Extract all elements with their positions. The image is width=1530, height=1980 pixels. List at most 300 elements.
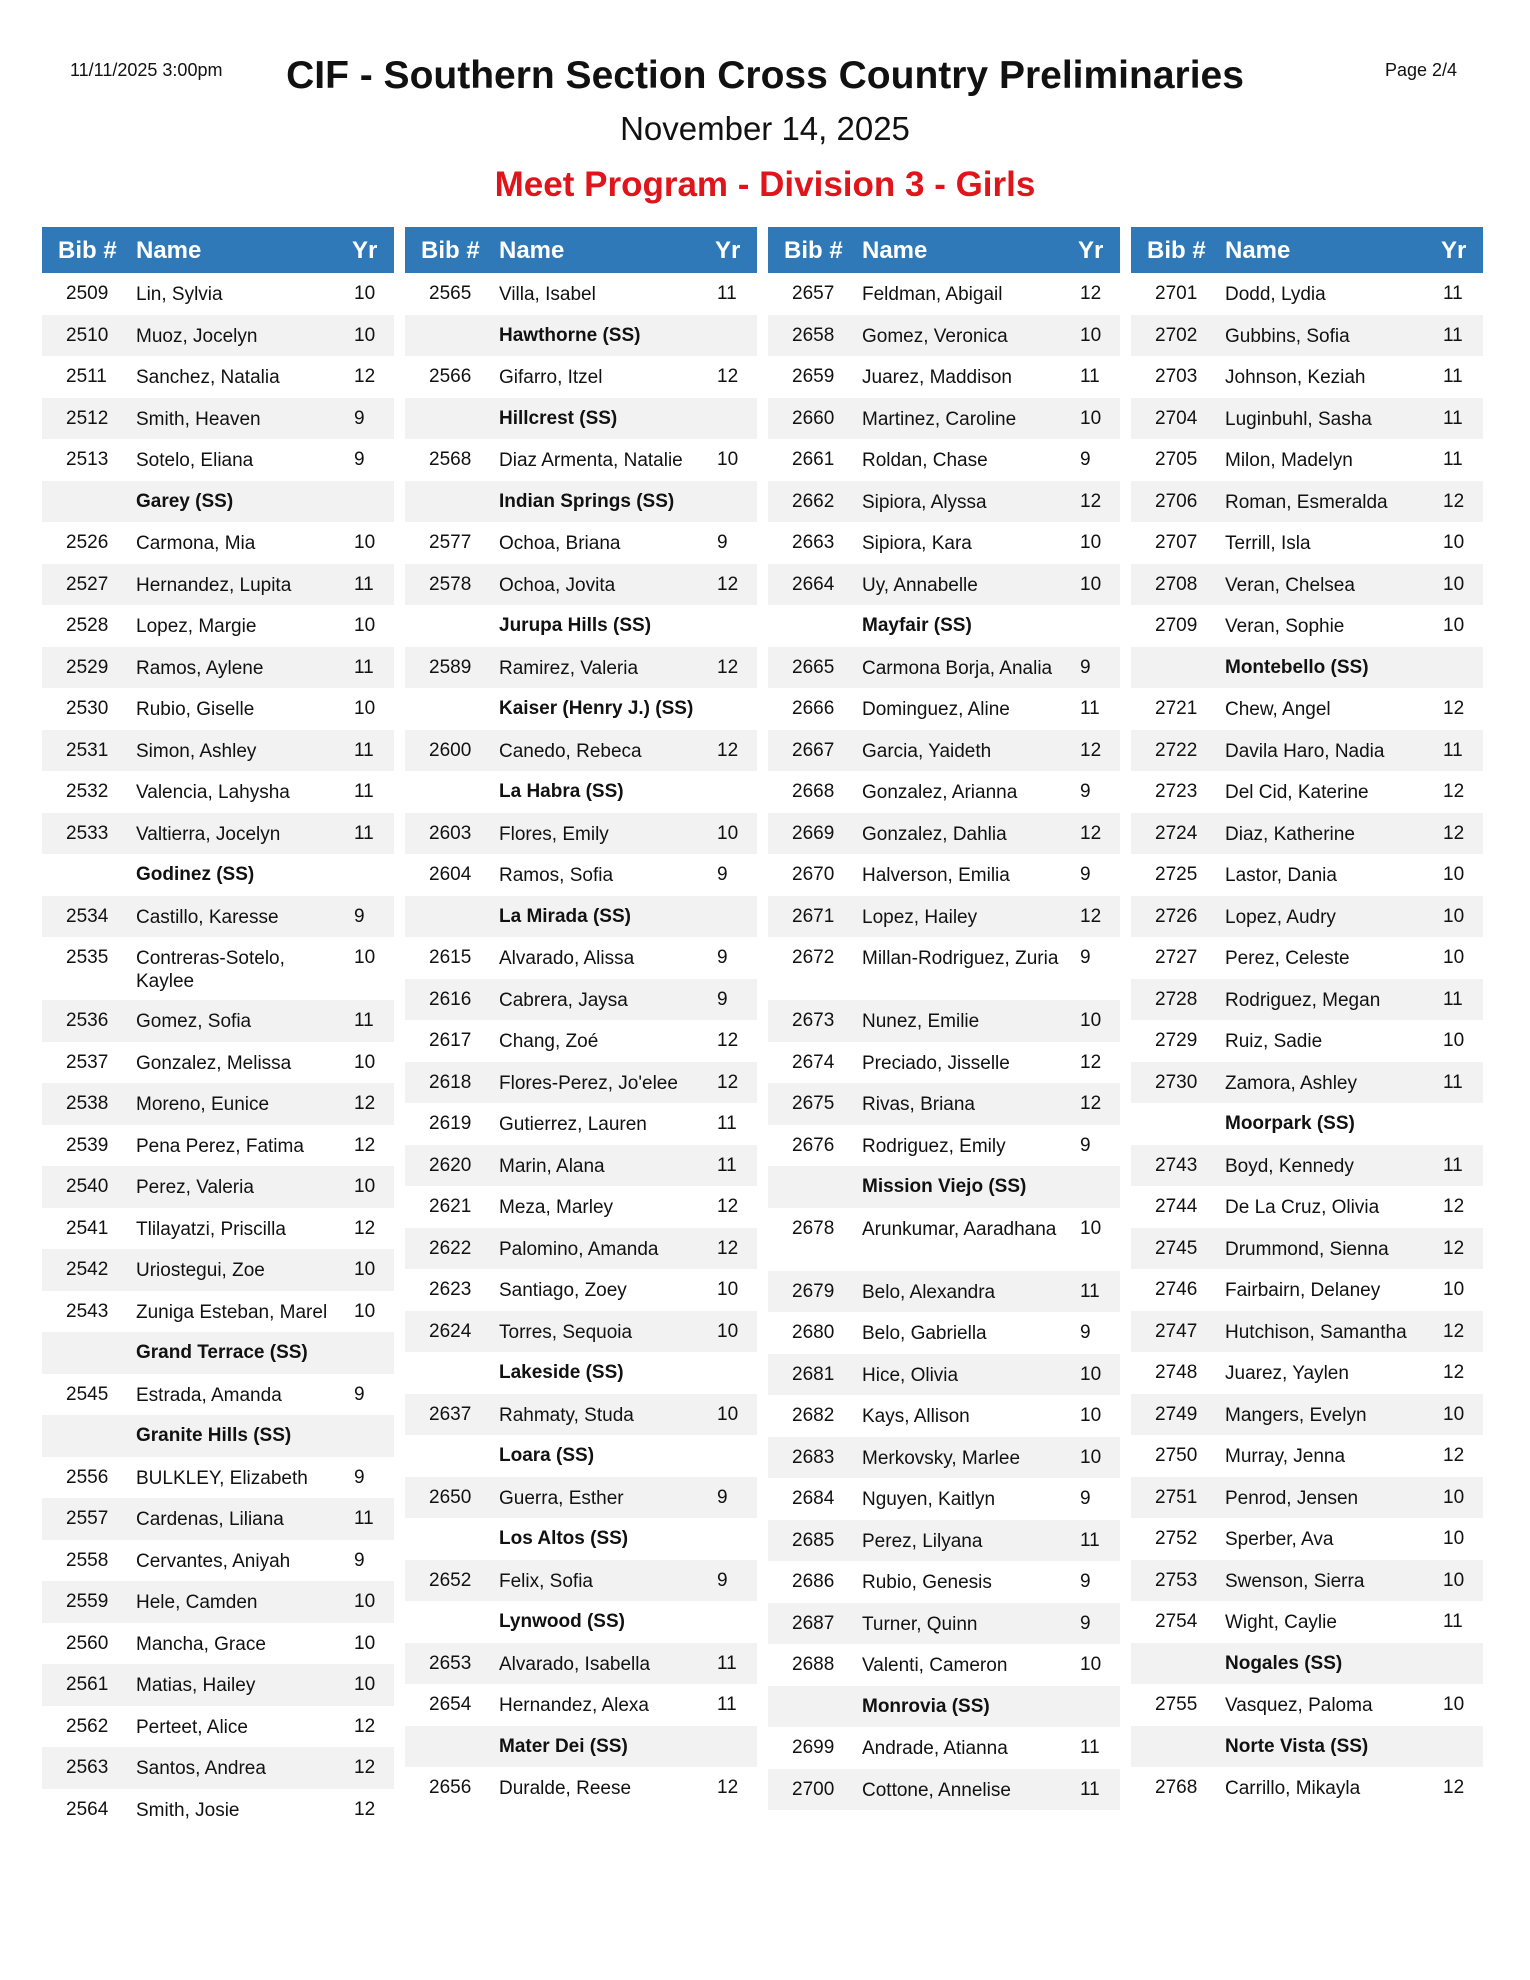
athlete-name: Perez, Celeste xyxy=(1225,948,1350,969)
athlete-name: Rodriguez, Megan xyxy=(1225,989,1381,1011)
athlete-name: Lopez, Margie xyxy=(136,616,257,637)
team-name: Moorpark (SS) xyxy=(1225,1113,1355,1134)
athlete-row xyxy=(42,1789,394,1831)
athlete-name: Feldman, Abigail xyxy=(862,284,1003,305)
athlete-row xyxy=(768,1478,1120,1520)
athlete-row xyxy=(405,564,757,606)
athlete-name: Juarez, Maddison xyxy=(862,367,1012,388)
grade-year: 10 xyxy=(1443,1694,1465,1715)
grade-year: 11 xyxy=(1443,283,1463,304)
grade-year: 12 xyxy=(1080,283,1102,304)
grade-year: 10 xyxy=(354,1674,376,1695)
grade-year: 10 xyxy=(354,1591,376,1612)
bib-number: 2530 xyxy=(66,698,109,719)
athlete-name: Veran, Sophie xyxy=(1225,616,1345,637)
athlete-name: Gubbins, Sofia xyxy=(1225,325,1350,347)
athlete-row xyxy=(768,564,1120,606)
grade-year: 10 xyxy=(354,324,376,346)
athlete-row xyxy=(42,356,394,398)
athlete-name: Duralde, Reese xyxy=(499,1778,632,1799)
grade-year: 12 xyxy=(717,1196,739,1217)
team-heading-row xyxy=(42,481,394,523)
bib-number: 2527 xyxy=(66,573,109,595)
athlete-name: Swenson, Sierra xyxy=(1225,1570,1365,1592)
grade-year: 12 xyxy=(1080,905,1102,927)
grade-year: 12 xyxy=(354,366,376,387)
bib-number: 2568 xyxy=(429,449,472,470)
athlete-row xyxy=(768,688,1120,730)
bib-number: 2752 xyxy=(1155,1528,1198,1549)
athlete-name: Hernandez, Lupita xyxy=(136,574,292,596)
team-heading-row xyxy=(405,1518,757,1560)
grade-year: 9 xyxy=(354,407,365,429)
grade-year: 12 xyxy=(1080,1051,1102,1073)
athlete-name: Millan-Rodriguez, Zuria xyxy=(862,948,1059,969)
athlete-name: Tlilayatzi, Priscilla xyxy=(136,1218,286,1240)
grade-year: 12 xyxy=(354,1134,376,1156)
athlete-row xyxy=(42,1083,394,1125)
athlete-row xyxy=(1131,730,1483,772)
grade-year: 12 xyxy=(1080,1093,1102,1114)
athlete-row xyxy=(1131,315,1483,357)
grade-year: 9 xyxy=(1080,864,1091,885)
athlete-name: Simon, Ashley xyxy=(136,740,257,762)
bib-number: 2562 xyxy=(66,1715,109,1737)
athlete-row xyxy=(768,1042,1120,1084)
athlete-name: Hele, Camden xyxy=(136,1592,258,1613)
athlete-row xyxy=(1131,1684,1483,1726)
athlete-name: Meza, Marley xyxy=(499,1197,614,1218)
athlete-name: Santos, Andrea xyxy=(136,1758,266,1779)
athlete-row xyxy=(405,813,757,855)
athlete-row xyxy=(768,937,1120,1000)
bib-number: 2556 xyxy=(66,1466,109,1488)
athlete-row xyxy=(1131,605,1483,647)
athlete-row xyxy=(1131,522,1483,564)
grade-year: 10 xyxy=(354,947,376,968)
athlete-row xyxy=(768,1769,1120,1811)
athlete-row xyxy=(768,1083,1120,1125)
athlete-row xyxy=(405,273,757,315)
grade-year: 10 xyxy=(1080,1010,1102,1031)
column-header-bib: Bib # xyxy=(421,237,480,264)
bib-number: 2676 xyxy=(792,1134,835,1156)
athlete-name: Fairbairn, Delaney xyxy=(1225,1280,1381,1301)
grade-year: 9 xyxy=(354,1383,365,1405)
bib-number: 2654 xyxy=(429,1694,472,1715)
team-name: La Mirada (SS) xyxy=(499,905,631,927)
athlete-row xyxy=(42,522,394,564)
grade-year: 12 xyxy=(354,1715,376,1737)
team-heading-row xyxy=(405,1601,757,1643)
team-name: Hillcrest (SS) xyxy=(499,407,618,429)
athlete-name: Zamora, Ashley xyxy=(1225,1072,1357,1094)
athlete-name: Ramos, Aylene xyxy=(136,657,264,679)
athlete-name: Dodd, Lydia xyxy=(1225,284,1326,305)
bib-number: 2615 xyxy=(429,947,472,968)
athlete-name: Mancha, Grace xyxy=(136,1633,266,1655)
athlete-name: Boyd, Kennedy xyxy=(1225,1155,1354,1177)
grade-year: 11 xyxy=(354,573,374,595)
grade-year: 10 xyxy=(354,698,376,719)
team-name: Mater Dei (SS) xyxy=(499,1735,628,1757)
bib-number: 2603 xyxy=(429,822,472,844)
team-name: La Habra (SS) xyxy=(499,781,624,802)
bib-number: 2566 xyxy=(429,366,472,387)
grade-year: 9 xyxy=(1080,1612,1091,1634)
team-name: Norte Vista (SS) xyxy=(1225,1735,1369,1757)
grade-year: 11 xyxy=(1080,1778,1100,1800)
team-heading-row xyxy=(42,1332,394,1374)
team-heading-row xyxy=(768,1166,1120,1208)
meet-title: CIF - Southern Section Cross Country Preliminaries xyxy=(286,54,1244,97)
athlete-name: Terrill, Isla xyxy=(1225,533,1311,554)
athlete-name: Marin, Alana xyxy=(499,1155,605,1177)
bib-number: 2688 xyxy=(792,1654,835,1675)
athlete-row xyxy=(42,1623,394,1665)
bib-number: 2538 xyxy=(66,1093,109,1114)
bib-number: 2726 xyxy=(1155,905,1198,927)
bib-number: 2622 xyxy=(429,1237,472,1259)
athlete-row xyxy=(768,1000,1120,1042)
bib-number: 2683 xyxy=(792,1446,835,1468)
athlete-row xyxy=(768,481,1120,523)
program-subtitle: Meet Program - Division 3 - Girls xyxy=(494,165,1036,204)
roster-column xyxy=(42,227,394,1830)
athlete-row xyxy=(768,522,1120,564)
athlete-name: Rubio, Giselle xyxy=(136,699,255,720)
grade-year: 10 xyxy=(354,532,376,553)
athlete-row xyxy=(405,356,757,398)
athlete-name: Torres, Sequoia xyxy=(499,1321,633,1343)
athlete-name: Davila Haro, Nadia xyxy=(1225,740,1385,762)
athlete-name: Gomez, Sofia xyxy=(136,1011,252,1032)
athlete-row xyxy=(1131,1352,1483,1394)
bib-number: 2589 xyxy=(429,656,472,678)
team-heading-row xyxy=(405,1726,757,1768)
grade-year: 12 xyxy=(717,739,739,761)
athlete-name: Luginbuhl, Sasha xyxy=(1225,408,1372,430)
team-name: Garey (SS) xyxy=(136,490,234,512)
grade-year: 11 xyxy=(1443,1154,1463,1176)
bib-number: 2623 xyxy=(429,1279,472,1300)
bib-number: 2604 xyxy=(429,864,472,885)
bib-number: 2684 xyxy=(792,1488,835,1509)
athlete-name: Guerra, Esther xyxy=(499,1487,624,1509)
grade-year: 10 xyxy=(1080,1363,1102,1385)
bib-number: 2745 xyxy=(1155,1237,1198,1259)
column-header-bib: Bib # xyxy=(784,237,843,264)
athlete-row xyxy=(405,1767,757,1809)
athlete-row xyxy=(768,273,1120,315)
bib-number: 2513 xyxy=(66,449,109,470)
team-heading-row xyxy=(405,315,757,357)
team-name: Jurupa Hills (SS) xyxy=(499,615,652,636)
grade-year: 11 xyxy=(717,1694,737,1715)
athlete-row xyxy=(1131,1145,1483,1187)
bib-number: 2618 xyxy=(429,1071,472,1093)
athlete-row xyxy=(768,1561,1120,1603)
grade-year: 10 xyxy=(1443,1403,1465,1425)
bib-number: 2661 xyxy=(792,449,835,470)
column-header xyxy=(42,227,394,273)
athlete-name: Gutierrez, Lauren xyxy=(499,1114,647,1135)
athlete-row xyxy=(42,1498,394,1540)
athlete-name: Uy, Annabelle xyxy=(862,574,978,596)
athlete-name: Johnson, Keziah xyxy=(1225,367,1366,388)
bib-number: 2600 xyxy=(429,739,472,761)
athlete-name: Perteet, Alice xyxy=(136,1716,248,1738)
bib-number: 2534 xyxy=(66,905,109,927)
team-name: Indian Springs (SS) xyxy=(499,490,675,512)
bib-number: 2728 xyxy=(1155,988,1198,1010)
bib-number: 2729 xyxy=(1155,1030,1198,1051)
bib-number: 2540 xyxy=(66,1176,109,1197)
bib-number: 2668 xyxy=(792,781,835,802)
athlete-row xyxy=(768,1208,1120,1271)
grade-year: 10 xyxy=(354,1300,376,1322)
athlete-name: Valenti, Cameron xyxy=(862,1655,1008,1676)
athlete-row xyxy=(42,1125,394,1167)
athlete-row xyxy=(768,730,1120,772)
athlete-name: Flores, Emily xyxy=(499,823,609,845)
bib-number: 2558 xyxy=(66,1549,109,1571)
grade-year: 10 xyxy=(354,1632,376,1654)
grade-year: 10 xyxy=(354,1176,376,1197)
athlete-name: Santiago, Zoey xyxy=(499,1280,627,1301)
bib-number: 2659 xyxy=(792,366,835,387)
bib-number: 2663 xyxy=(792,532,835,553)
athlete-name: Pena Perez, Fatima xyxy=(136,1135,304,1157)
grade-year: 12 xyxy=(717,1071,739,1093)
athlete-name: Veran, Chelsea xyxy=(1225,574,1355,596)
grade-year: 10 xyxy=(717,449,739,470)
athlete-name: Carmona, Mia xyxy=(136,533,256,554)
grade-year: 12 xyxy=(354,1757,376,1778)
grade-year: 12 xyxy=(717,1777,739,1798)
grade-year: 10 xyxy=(1080,1446,1102,1468)
bib-number: 2674 xyxy=(792,1051,835,1073)
athlete-row xyxy=(42,1291,394,1333)
athlete-row xyxy=(1131,979,1483,1021)
bib-number: 2708 xyxy=(1155,573,1198,595)
bib-number: 2565 xyxy=(429,283,472,304)
team-heading-row xyxy=(405,398,757,440)
athlete-name: Estrada, Amanda xyxy=(136,1384,282,1406)
athlete-name: Cabrera, Jaysa xyxy=(499,989,628,1011)
bib-number: 2657 xyxy=(792,283,835,304)
athlete-row xyxy=(768,647,1120,689)
athlete-row xyxy=(768,1354,1120,1396)
bib-number: 2650 xyxy=(429,1486,472,1508)
team-heading-row xyxy=(405,771,757,813)
team-heading-row xyxy=(768,1686,1120,1728)
athlete-row xyxy=(42,1042,394,1084)
grade-year: 11 xyxy=(354,739,374,761)
team-heading-row xyxy=(42,854,394,896)
grade-year: 11 xyxy=(717,1652,737,1674)
athlete-name: Perez, Valeria xyxy=(136,1177,254,1198)
grade-year: 12 xyxy=(354,1217,376,1239)
athlete-row xyxy=(405,1560,757,1602)
athlete-row xyxy=(42,771,394,813)
bib-number: 2707 xyxy=(1155,532,1198,553)
bib-number: 2557 xyxy=(66,1508,109,1529)
column-header-name: Name xyxy=(862,237,928,264)
athlete-name: Carrillo, Mikayla xyxy=(1225,1778,1361,1799)
grade-year: 11 xyxy=(1080,366,1100,387)
bib-number: 2747 xyxy=(1155,1320,1198,1342)
athlete-row xyxy=(768,1312,1120,1354)
grade-year: 9 xyxy=(1080,449,1091,470)
bib-number: 2529 xyxy=(66,656,109,678)
athlete-name: Garcia, Yaideth xyxy=(862,740,992,762)
grade-year: 9 xyxy=(1080,1322,1091,1343)
athlete-name: Ochoa, Briana xyxy=(499,533,621,554)
grade-year: 12 xyxy=(717,656,739,678)
bib-number: 2616 xyxy=(429,988,472,1010)
athlete-row xyxy=(1131,356,1483,398)
grade-year: 9 xyxy=(717,864,728,885)
column-header xyxy=(768,227,1120,273)
grade-year: 10 xyxy=(1443,905,1465,927)
grade-year: 12 xyxy=(1443,781,1465,802)
team-heading-row xyxy=(405,688,757,730)
bib-number: 2748 xyxy=(1155,1362,1198,1383)
athlete-name: Juarez, Yaylen xyxy=(1225,1363,1349,1384)
bib-number: 2526 xyxy=(66,532,109,553)
bib-number: 2528 xyxy=(66,615,109,636)
athlete-row xyxy=(1131,813,1483,855)
athlete-row xyxy=(1131,398,1483,440)
athlete-name: Sperber, Ava xyxy=(1225,1529,1334,1550)
bib-number: 2669 xyxy=(792,822,835,844)
grade-year: 9 xyxy=(354,1466,365,1488)
athlete-row xyxy=(768,398,1120,440)
grade-year: 9 xyxy=(717,947,728,968)
bib-number: 2704 xyxy=(1155,407,1198,429)
bib-number: 2706 xyxy=(1155,490,1198,512)
grade-year: 11 xyxy=(717,1113,737,1134)
team-heading-row xyxy=(1131,647,1483,689)
athlete-row xyxy=(42,398,394,440)
athlete-row xyxy=(42,1208,394,1250)
athlete-name: Andrade, Atianna xyxy=(862,1738,1008,1759)
grade-year: 10 xyxy=(1443,1279,1465,1300)
athlete-name: Preciado, Jisselle xyxy=(862,1052,1010,1074)
athlete-name: Moreno, Eunice xyxy=(136,1094,270,1115)
athlete-row xyxy=(768,1603,1120,1645)
grade-year: 9 xyxy=(354,449,365,470)
grade-year: 9 xyxy=(717,532,728,553)
grade-year: 10 xyxy=(354,1259,376,1280)
athlete-name: Perez, Lilyana xyxy=(862,1530,983,1552)
athlete-name: Zuniga Esteban, Marel xyxy=(136,1301,328,1323)
athlete-name: Hernandez, Alexa xyxy=(499,1695,649,1716)
athlete-row xyxy=(405,1186,757,1228)
grade-year: 9 xyxy=(717,1569,728,1591)
athlete-row xyxy=(405,1145,757,1187)
bib-number: 2577 xyxy=(429,532,472,553)
athlete-name: BULKLEY, Elizabeth xyxy=(136,1467,308,1489)
athlete-name: Gifarro, Itzel xyxy=(499,367,603,388)
athlete-name: Valencia, Lahysha xyxy=(136,782,290,803)
athlete-row xyxy=(768,1271,1120,1313)
grade-year: 9 xyxy=(1080,656,1091,678)
bib-number: 2702 xyxy=(1155,324,1198,346)
team-heading-row xyxy=(42,1415,394,1457)
grade-year: 9 xyxy=(717,1486,728,1508)
grade-year: 11 xyxy=(354,781,374,802)
athlete-name: Penrod, Jensen xyxy=(1225,1487,1359,1509)
athlete-row xyxy=(1131,273,1483,315)
team-heading-row xyxy=(405,605,757,647)
grade-year: 11 xyxy=(1443,324,1463,346)
athlete-row xyxy=(405,647,757,689)
athlete-name: Ochoa, Jovita xyxy=(499,574,616,596)
grade-year: 9 xyxy=(1080,1134,1091,1156)
bib-number: 2542 xyxy=(66,1259,109,1280)
athlete-name: Cottone, Annelise xyxy=(862,1779,1011,1801)
bib-number: 2637 xyxy=(429,1403,472,1425)
athlete-name: Drummond, Sienna xyxy=(1225,1238,1389,1260)
bib-number: 2744 xyxy=(1155,1196,1198,1217)
bib-number: 2563 xyxy=(66,1757,109,1778)
athlete-row xyxy=(768,1727,1120,1769)
print-datetime: 11/11/2025 3:00pm xyxy=(70,60,223,80)
team-name: Lakeside (SS) xyxy=(499,1362,624,1383)
bib-number: 2537 xyxy=(66,1051,109,1073)
bib-number: 2665 xyxy=(792,656,835,678)
team-name: Lynwood (SS) xyxy=(499,1611,625,1632)
athlete-name: Gonzalez, Melissa xyxy=(136,1052,292,1074)
athlete-row xyxy=(42,605,394,647)
athlete-name: Nunez, Emilie xyxy=(862,1011,980,1032)
bib-number: 2743 xyxy=(1155,1154,1198,1176)
grade-year: 10 xyxy=(1443,573,1465,595)
athlete-name: Matias, Hailey xyxy=(136,1675,256,1696)
athlete-row xyxy=(405,1684,757,1726)
athlete-row xyxy=(42,688,394,730)
meet-date: November 14, 2025 xyxy=(620,110,910,147)
athlete-name: Ramirez, Valeria xyxy=(499,657,639,679)
grade-year: 10 xyxy=(1080,1217,1102,1239)
athlete-name: Gonzalez, Dahlia xyxy=(862,823,1007,845)
athlete-row xyxy=(768,771,1120,813)
bib-number: 2533 xyxy=(66,822,109,844)
column-header-name: Name xyxy=(136,237,202,264)
athlete-row xyxy=(768,356,1120,398)
athlete-row xyxy=(768,439,1120,481)
bib-number: 2539 xyxy=(66,1134,109,1156)
bib-number: 2559 xyxy=(66,1591,109,1612)
grade-year: 12 xyxy=(1443,1237,1465,1259)
athlete-row xyxy=(1131,937,1483,979)
team-name: Mission Viejo (SS) xyxy=(862,1176,1027,1197)
team-name: Loara (SS) xyxy=(499,1445,595,1466)
athlete-row xyxy=(42,813,394,855)
athlete-row xyxy=(1131,1767,1483,1809)
athlete-row xyxy=(768,813,1120,855)
bib-number: 2681 xyxy=(792,1363,835,1385)
grade-year: 11 xyxy=(717,1154,737,1176)
athlete-name: Rivas, Briana xyxy=(862,1094,975,1115)
column-header xyxy=(1131,227,1483,273)
bib-number: 2768 xyxy=(1155,1777,1198,1798)
athlete-row xyxy=(1131,896,1483,938)
athlete-name: Belo, Gabriella xyxy=(862,1323,987,1344)
athlete-name: Diaz, Katherine xyxy=(1225,823,1355,845)
